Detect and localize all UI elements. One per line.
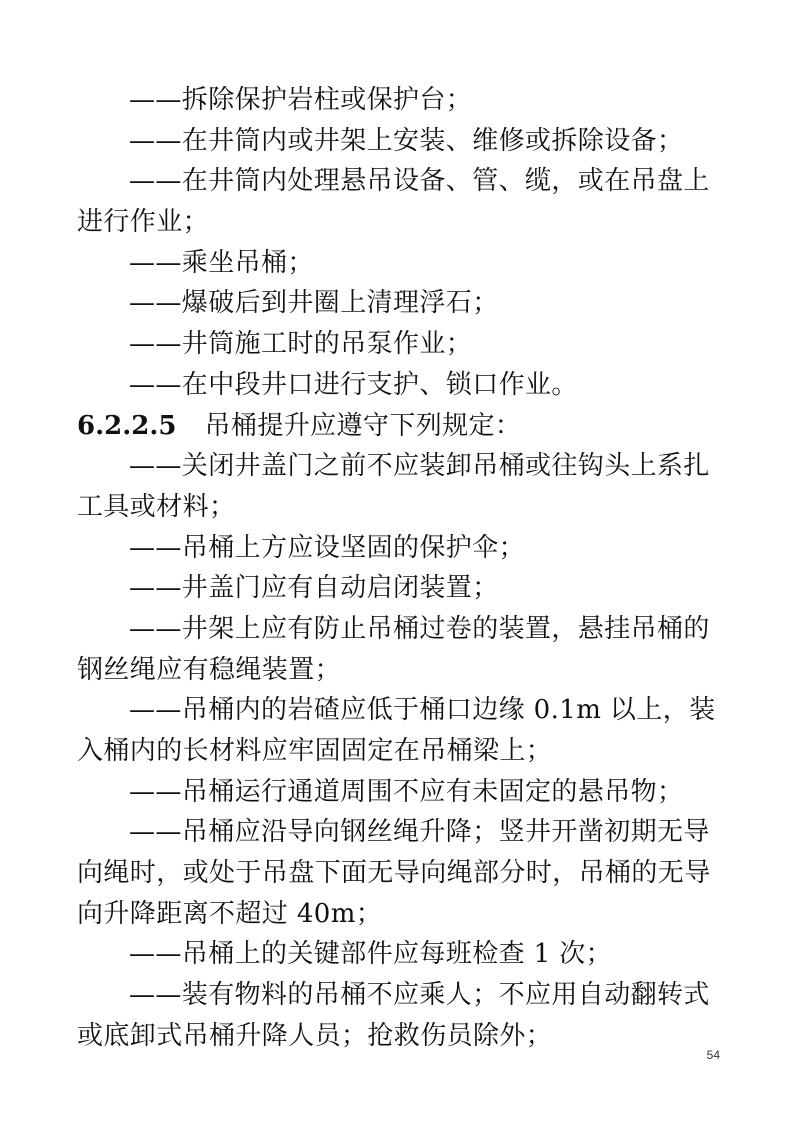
list-item: ——乘坐吊桶； <box>129 247 314 278</box>
section-title: 吊桶提升应遵守下列规定： <box>204 410 522 441</box>
section-number: 6.2.2.5 <box>77 410 177 441</box>
rule-item: ——吊桶应沿导向钢丝绳升降；竖井开凿初期无导 <box>129 817 710 848</box>
list-item: ——拆除保护岩柱或保护台； <box>129 85 473 115</box>
rule-item: ——关闭井盖门之前不应装卸吊桶或往钩头上系扎 <box>129 451 710 482</box>
section-heading <box>77 406 723 447</box>
rule-item: ——吊桶运行通道周围不应有未固定的悬吊物； <box>129 776 684 807</box>
list-item: ——在井筒内或井架上安装、维修或拆除设备； <box>129 125 684 156</box>
document-page <box>77 80 723 1057</box>
list-item: ——爆破后到井圈上清理浮石； <box>129 288 499 319</box>
list-item-continuation: 进行作业； <box>77 207 210 238</box>
rule-item-continuation: 向升降距离不超过 40m； <box>77 898 383 929</box>
rule-item: ——吊桶上方应设坚固的保护伞； <box>129 532 526 563</box>
rule-item: ——吊桶上的关键部件应每班检查 1 次； <box>129 939 613 970</box>
rule-item: ——井盖门应有自动启闭装置； <box>129 573 499 604</box>
list-item: ——在中段井口进行支护、锁口作业。 <box>129 369 578 400</box>
list-item: ——在井筒内处理悬吊设备、管、缆，或在吊盘上 <box>129 166 710 197</box>
rule-item: ——吊桶内的岩碴应低于桶口边缘 0.1m 以上，装 <box>129 695 716 726</box>
rule-item: ——装有物料的吊桶不应乘人；不应用自动翻转式 <box>129 980 710 1011</box>
rule-item-continuation: 入桶内的长材料应牢固固定在吊桶梁上； <box>77 736 553 766</box>
rule-item-continuation: 工具或材料； <box>77 491 236 522</box>
rule-item-continuation: 钢丝绳应有稳绳装置； <box>77 654 342 685</box>
rule-item-continuation: 向绳时，或处于吊盘下面无导向绳部分时，吊桶的无导 <box>77 858 711 889</box>
rule-item: ——井架上应有防止吊桶过卷的装置，悬挂吊桶的 <box>129 613 710 644</box>
rule-item-continuation: 或底卸式吊桶升降人员；抢救伤员除外； <box>77 1020 553 1051</box>
page-number: 54 <box>706 1048 720 1062</box>
list-item: ——井筒施工时的吊泵作业； <box>129 329 473 360</box>
